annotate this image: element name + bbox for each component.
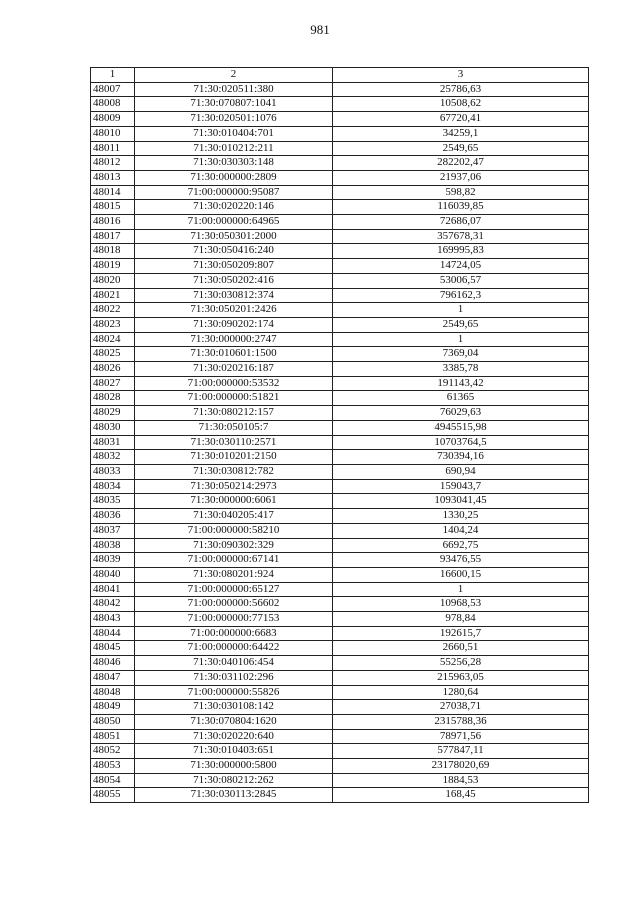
cadastral-number-cell: 71:30:020501:1076	[135, 112, 333, 127]
row-number-cell: 48028	[91, 391, 135, 406]
table-row	[91, 229, 589, 244]
value-cell: 796162,3	[333, 288, 589, 303]
cadastral-number-cell: 71:30:050202:416	[135, 273, 333, 288]
cadastral-number-cell: 71:00:000000:51821	[135, 391, 333, 406]
value-cell: 1280,64	[333, 685, 589, 700]
table-row	[91, 420, 589, 435]
table-row	[91, 553, 589, 568]
table-row	[91, 170, 589, 185]
cadastral-number-cell: 71:30:030812:374	[135, 288, 333, 303]
table-row	[91, 612, 589, 627]
cadastral-number-cell: 71:30:030812:782	[135, 464, 333, 479]
value-cell: 2315788,36	[333, 714, 589, 729]
cadastral-number-cell: 71:30:020511:380	[135, 82, 333, 97]
cadastral-number-cell: 71:30:070804:1620	[135, 714, 333, 729]
value-cell: 1404,24	[333, 523, 589, 538]
row-number-cell: 48031	[91, 435, 135, 450]
table-row	[91, 406, 589, 421]
value-cell: 1	[333, 303, 589, 318]
value-cell: 6692,75	[333, 538, 589, 553]
cadastral-number-cell: 71:30:040205:417	[135, 509, 333, 524]
table-row	[91, 626, 589, 641]
cadastral-number-cell: 71:30:020220:640	[135, 729, 333, 744]
table-row	[91, 788, 589, 803]
row-number-cell: 48046	[91, 656, 135, 671]
table-row	[91, 259, 589, 274]
value-cell: 690,94	[333, 464, 589, 479]
cadastral-number-cell: 71:00:000000:6683	[135, 626, 333, 641]
cadastral-number-cell: 71:00:000000:53532	[135, 376, 333, 391]
value-cell: 192615,7	[333, 626, 589, 641]
cadastral-number-cell: 71:30:050105:7	[135, 420, 333, 435]
table-row	[91, 435, 589, 450]
table-row	[91, 185, 589, 200]
cadastral-number-cell: 71:00:000000:55826	[135, 685, 333, 700]
row-number-cell: 48030	[91, 420, 135, 435]
row-number-cell: 48011	[91, 141, 135, 156]
cadastral-number-cell: 71:30:070807:1041	[135, 97, 333, 112]
value-cell: 1	[333, 332, 589, 347]
value-cell: 215963,05	[333, 670, 589, 685]
cadastral-number-cell: 71:30:010601:1500	[135, 347, 333, 362]
table-row	[91, 376, 589, 391]
table-row	[91, 538, 589, 553]
table-row	[91, 156, 589, 171]
value-cell: 2549,65	[333, 141, 589, 156]
table-header	[91, 68, 589, 83]
row-number-cell: 48051	[91, 729, 135, 744]
value-cell: 23178020,69	[333, 759, 589, 774]
row-number-cell: 48054	[91, 773, 135, 788]
value-cell: 78971,56	[333, 729, 589, 744]
value-cell: 2549,65	[333, 317, 589, 332]
table-row	[91, 773, 589, 788]
table-row	[91, 82, 589, 97]
row-number-cell: 48035	[91, 494, 135, 509]
value-cell: 3385,78	[333, 362, 589, 377]
row-number-cell: 48042	[91, 597, 135, 612]
table-row	[91, 582, 589, 597]
cadastral-number-cell: 71:30:031102:296	[135, 670, 333, 685]
row-number-cell: 48021	[91, 288, 135, 303]
row-number-cell: 48052	[91, 744, 135, 759]
table-row	[91, 112, 589, 127]
value-cell: 10508,62	[333, 97, 589, 112]
cadastral-number-cell: 71:30:030108:142	[135, 700, 333, 715]
row-number-cell: 48038	[91, 538, 135, 553]
row-number-cell: 48022	[91, 303, 135, 318]
table-row	[91, 347, 589, 362]
cadastral-number-cell: 71:30:080212:262	[135, 773, 333, 788]
row-number-cell: 48016	[91, 215, 135, 230]
table-row	[91, 656, 589, 671]
table-row	[91, 685, 589, 700]
table-row	[91, 597, 589, 612]
table-row	[91, 567, 589, 582]
value-cell: 34259,1	[333, 126, 589, 141]
value-cell: 1	[333, 582, 589, 597]
cadastral-number-cell: 71:30:050209:807	[135, 259, 333, 274]
cadastral-number-cell: 71:30:080212:157	[135, 406, 333, 421]
value-cell: 577847,11	[333, 744, 589, 759]
table-row	[91, 479, 589, 494]
row-number-cell: 48045	[91, 641, 135, 656]
value-cell: 4945515,98	[333, 420, 589, 435]
row-number-cell: 48013	[91, 170, 135, 185]
value-cell: 27038,71	[333, 700, 589, 715]
row-number-cell: 48012	[91, 156, 135, 171]
cadastral-number-cell: 71:30:050214:2973	[135, 479, 333, 494]
cadastral-number-cell: 71:30:090302:329	[135, 538, 333, 553]
row-number-cell: 48015	[91, 200, 135, 215]
value-cell: 282202,47	[333, 156, 589, 171]
row-number-cell: 48026	[91, 362, 135, 377]
table-row	[91, 464, 589, 479]
cadastral-number-cell: 71:30:010403:651	[135, 744, 333, 759]
value-cell: 72686,07	[333, 215, 589, 230]
column-header-number: 1	[91, 68, 135, 83]
row-number-cell: 48047	[91, 670, 135, 685]
table-row	[91, 317, 589, 332]
row-number-cell: 48024	[91, 332, 135, 347]
cadastral-number-cell: 71:30:050416:240	[135, 244, 333, 259]
row-number-cell: 48049	[91, 700, 135, 715]
value-cell: 2660,51	[333, 641, 589, 656]
table-row	[91, 303, 589, 318]
row-number-cell: 48027	[91, 376, 135, 391]
value-cell: 116039,85	[333, 200, 589, 215]
cadastral-number-cell: 71:30:000000:6061	[135, 494, 333, 509]
row-number-cell: 48023	[91, 317, 135, 332]
cadastral-number-cell: 71:30:090202:174	[135, 317, 333, 332]
row-number-cell: 48010	[91, 126, 135, 141]
table-row	[91, 97, 589, 112]
row-number-cell: 48050	[91, 714, 135, 729]
row-number-cell: 48029	[91, 406, 135, 421]
value-cell: 1884,53	[333, 773, 589, 788]
cadastral-number-cell: 71:30:030303:148	[135, 156, 333, 171]
cadastral-number-cell: 71:30:010404:701	[135, 126, 333, 141]
value-cell: 53006,57	[333, 273, 589, 288]
cadastral-number-cell: 71:00:000000:67141	[135, 553, 333, 568]
cadastral-number-cell: 71:00:000000:58210	[135, 523, 333, 538]
table-row	[91, 244, 589, 259]
table-row	[91, 670, 589, 685]
value-cell: 10968,53	[333, 597, 589, 612]
value-cell: 55256,28	[333, 656, 589, 671]
table-row	[91, 141, 589, 156]
table-row	[91, 450, 589, 465]
cadastral-number-cell: 71:30:030113:2845	[135, 788, 333, 803]
row-number-cell: 48044	[91, 626, 135, 641]
table-row	[91, 273, 589, 288]
table-body	[91, 82, 589, 802]
row-number-cell: 48039	[91, 553, 135, 568]
cadastral-number-cell: 71:30:010212:211	[135, 141, 333, 156]
table-row	[91, 509, 589, 524]
cadastral-number-cell: 71:30:000000:2809	[135, 170, 333, 185]
cadastral-number-cell: 71:00:000000:64422	[135, 641, 333, 656]
value-cell: 357678,31	[333, 229, 589, 244]
table-row	[91, 759, 589, 774]
table-row	[91, 362, 589, 377]
value-cell: 67720,41	[333, 112, 589, 127]
value-cell: 93476,55	[333, 553, 589, 568]
value-cell: 16600,15	[333, 567, 589, 582]
table-row	[91, 641, 589, 656]
row-number-cell: 48036	[91, 509, 135, 524]
header-row	[91, 68, 589, 83]
table-row	[91, 494, 589, 509]
cadastral-number-cell: 71:00:000000:95087	[135, 185, 333, 200]
value-cell: 76029,63	[333, 406, 589, 421]
value-cell: 1330,25	[333, 509, 589, 524]
table-row	[91, 332, 589, 347]
cadastral-number-cell: 71:30:020220:146	[135, 200, 333, 215]
value-cell: 159043,7	[333, 479, 589, 494]
cadastral-number-cell: 71:30:050301:2000	[135, 229, 333, 244]
table-row	[91, 729, 589, 744]
row-number-cell: 48032	[91, 450, 135, 465]
value-cell: 21937,06	[333, 170, 589, 185]
row-number-cell: 48018	[91, 244, 135, 259]
value-cell: 598,82	[333, 185, 589, 200]
value-cell: 14724,05	[333, 259, 589, 274]
value-cell: 730394,16	[333, 450, 589, 465]
page-number: 981	[310, 22, 330, 37]
cadastral-number-cell: 71:30:010201:2150	[135, 450, 333, 465]
value-cell: 978,84	[333, 612, 589, 627]
cadastral-number-cell: 71:00:000000:64965	[135, 215, 333, 230]
table-row	[91, 523, 589, 538]
value-cell: 61365	[333, 391, 589, 406]
table-row	[91, 391, 589, 406]
row-number-cell: 48019	[91, 259, 135, 274]
table-row	[91, 700, 589, 715]
cadastral-number-cell: 71:30:000000:5800	[135, 759, 333, 774]
row-number-cell: 48014	[91, 185, 135, 200]
row-number-cell: 48017	[91, 229, 135, 244]
cadastral-number-cell: 71:30:030110:2571	[135, 435, 333, 450]
value-cell: 168,45	[333, 788, 589, 803]
row-number-cell: 48009	[91, 112, 135, 127]
row-number-cell: 48053	[91, 759, 135, 774]
row-number-cell: 48034	[91, 479, 135, 494]
row-number-cell: 48025	[91, 347, 135, 362]
row-number-cell: 48041	[91, 582, 135, 597]
table-row	[91, 215, 589, 230]
cadastral-number-cell: 71:30:040106:454	[135, 656, 333, 671]
value-cell: 169995,83	[333, 244, 589, 259]
row-number-cell: 48033	[91, 464, 135, 479]
table-row	[91, 126, 589, 141]
value-cell: 10703764,5	[333, 435, 589, 450]
column-header-value: 3	[333, 68, 589, 83]
cadastral-number-cell: 71:30:020216:187	[135, 362, 333, 377]
table-row	[91, 744, 589, 759]
column-header-cadastral: 2	[135, 68, 333, 83]
row-number-cell: 48007	[91, 82, 135, 97]
cadastral-number-cell: 71:30:050201:2426	[135, 303, 333, 318]
cadastral-number-cell: 71:00:000000:77153	[135, 612, 333, 627]
registry-table	[90, 67, 589, 803]
row-number-cell: 48048	[91, 685, 135, 700]
value-cell: 1093041,45	[333, 494, 589, 509]
row-number-cell: 48040	[91, 567, 135, 582]
table-row	[91, 288, 589, 303]
table-row	[91, 200, 589, 215]
row-number-cell: 48043	[91, 612, 135, 627]
cadastral-number-cell: 71:30:080201:924	[135, 567, 333, 582]
row-number-cell: 48020	[91, 273, 135, 288]
value-cell: 7369,04	[333, 347, 589, 362]
row-number-cell: 48055	[91, 788, 135, 803]
row-number-cell: 48008	[91, 97, 135, 112]
value-cell: 25786,63	[333, 82, 589, 97]
cadastral-number-cell: 71:00:000000:65127	[135, 582, 333, 597]
cadastral-number-cell: 71:30:000000:2747	[135, 332, 333, 347]
row-number-cell: 48037	[91, 523, 135, 538]
cadastral-number-cell: 71:00:000000:56602	[135, 597, 333, 612]
value-cell: 191143,42	[333, 376, 589, 391]
table-row	[91, 714, 589, 729]
